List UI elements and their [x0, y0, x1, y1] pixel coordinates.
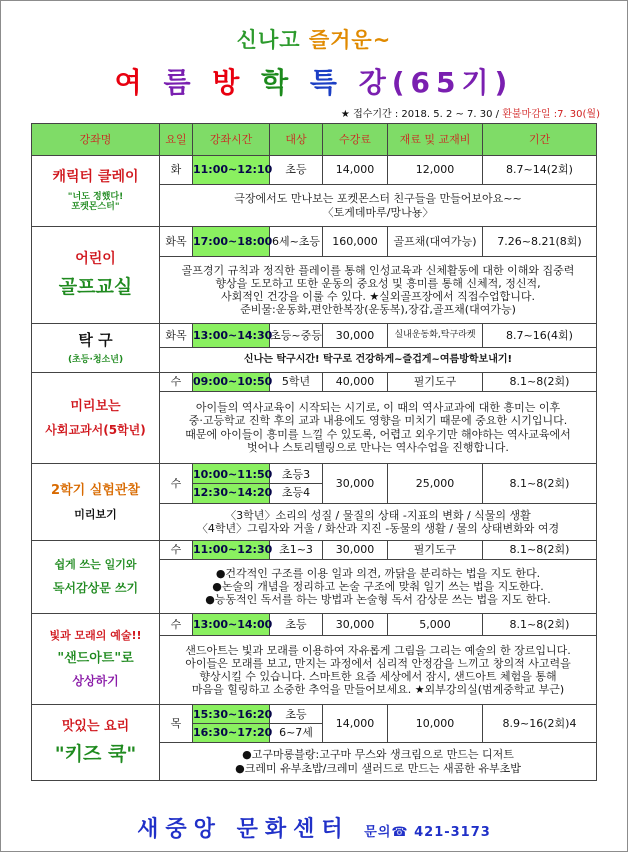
title-char: 특	[309, 66, 343, 99]
course-description: 아이들의 역사교육이 시작되는 시기로, 이 때의 역사교과에 대한 흥미는 이후 중·고등학교 진학 후의 교과 내용에도 영향을 미치기 때문에 중요한 시기입니다. 때문에 아이들이 흥미를 느낄 수 있도록, 어렵고 외우기만 해야하는 역사교육에서 벗어나 스토리텔링으로 만나는 역사수업을 진행합니다.	[160, 392, 597, 464]
table-row	[32, 705, 597, 743]
target-cell: 초등	[270, 614, 323, 636]
day-cell: 화	[160, 156, 193, 185]
table-row	[32, 156, 597, 185]
time-cell: 11:00~12:30	[193, 541, 270, 560]
header-course: 강좌명	[32, 124, 160, 156]
title-part-2: 즐거운~	[308, 28, 392, 52]
course-name: 빛과 모래의 예술!! "샌드아트"로 상상하기	[32, 614, 160, 705]
day-cell: 목	[160, 705, 193, 743]
title-part-1: 신나고	[236, 28, 309, 52]
time-cell: 15:30~16:20 16:30~17:20	[193, 705, 270, 743]
table-row	[32, 464, 597, 504]
day-cell: 수	[160, 614, 193, 636]
header-row	[32, 124, 597, 156]
title-char: 름	[163, 66, 197, 99]
registration-period	[341, 105, 600, 120]
time-cell: 10:00~11:50 12:30~14:20	[193, 464, 270, 504]
period-cell: 8.9~16(2회)4	[483, 705, 597, 743]
fee-cell: 30,000	[323, 464, 388, 504]
target-cell: 초등~중등	[270, 324, 323, 348]
material-cell: 필기도구	[388, 541, 483, 560]
period-cell: 8.7~14(2회)	[483, 156, 597, 185]
period-cell: 8.7~16(4회)	[483, 324, 597, 348]
course-description: 극장에서도 만나보는 포켓몬스터 친구들을 만들어보아요~~ 〈토게데마루/망나뇽〉	[160, 185, 597, 227]
course-name: 어린이 골프교실	[32, 227, 160, 324]
course-description: ●건각적인 구조를 이용 일과 의견, 까닭을 분리하는 법을 지도 한다. ●논술의 개념을 정리하고 논술 구조에 맞춰 일기 쓰는 법을 지도한다. ●능동적인 독서를 하는 방법과 논술형 독서 감상문 쓰는 법을 지도 한다.	[160, 560, 597, 614]
table-row	[32, 541, 597, 560]
day-cell: 화목	[160, 227, 193, 257]
subtitle-line	[0, 24, 628, 54]
header-period: 기간	[483, 124, 597, 156]
title-char: 강(65기)	[358, 66, 514, 99]
material-cell: 5,000	[388, 614, 483, 636]
target-cell: 초1~3	[270, 541, 323, 560]
target-cell: 초등3 초등4	[270, 464, 323, 504]
day-cell: 수	[160, 373, 193, 392]
title-char: 학	[261, 66, 295, 99]
header-target: 대상	[270, 124, 323, 156]
header-fee: 수강료	[323, 124, 388, 156]
course-description: 골프경기 규칙과 정직한 플레이를 통해 인성교육과 신체활동에 대한 이해와 집중력 향상을 도모하고 또한 운동의 중요성 및 흥미를 통해 신체적, 정신적, 사회적인 건강을 이룰 수 있다. ★실외골프장에서 직접수업합니다. 준비물:운동화,편안한복장(운동복),장갑,골프채(대여가능)	[160, 257, 597, 324]
table-row	[32, 227, 597, 257]
day-cell: 수	[160, 464, 193, 504]
target-cell: 초등	[270, 156, 323, 185]
course-name: 미리보는 사회교과서(5학년)	[32, 373, 160, 464]
target-cell: 6세~초등	[270, 227, 323, 257]
header-time: 강좌시간	[193, 124, 270, 156]
course-name: 캐릭터 클레이 "너도 정했다! 포켓몬스터"	[32, 156, 160, 227]
table-row	[32, 614, 597, 636]
material-cell: 12,000	[388, 156, 483, 185]
material-cell: 필기도구	[388, 373, 483, 392]
fee-cell: 30,000	[323, 541, 388, 560]
time-cell: 13:00~14:00	[193, 614, 270, 636]
material-cell: 25,000	[388, 464, 483, 504]
course-description: 〈3학년〉소리의 성질 / 물질의 상태 -지표의 변화 / 식물의 생활 〈4학년〉그림자와 거울 / 화산과 지진 -동물의 생활 / 물의 상태변화와 여경	[160, 504, 597, 541]
day-cell: 수	[160, 541, 193, 560]
course-name: 맛있는 요리 "키즈 쿡"	[32, 705, 160, 781]
time-cell: 13:00~14:30	[193, 324, 270, 348]
course-name: 탁 구 (초등·청소년)	[32, 324, 160, 373]
main-title	[0, 61, 628, 101]
course-description: 샌드아트는 빛과 모래를 이용하여 자유롭게 그림을 그리는 예술의 한 장르입니다. 아이들은 모래를 보고, 만지는 과정에서 심리적 안정감을 느끼고 창의적 사고력을 향상시킬 수 있습니다. 스마트한 요즘 세상에서 잠시, 샌드아트 체험을 통해 마음을 힐링하고 소중한 추억을 만들어보세요. ★외부강의실(범계중학교 부근)	[160, 636, 597, 705]
title-char: 방	[212, 66, 246, 99]
material-cell: 골프채(대여가능)	[388, 227, 483, 257]
phone-number: 문의☎ 421-3173	[364, 825, 491, 840]
time-cell: 09:00~10:50	[193, 373, 270, 392]
fee-cell: 14,000	[323, 156, 388, 185]
time-cell: 11:00~12:10	[193, 156, 270, 185]
course-name: 쉽게 쓰는 일기와 독서감상문 쓰기	[32, 541, 160, 614]
course-name: 2학기 실험관찰 미리보기	[32, 464, 160, 541]
fee-cell: 40,000	[323, 373, 388, 392]
course-description: 신나는 탁구시간! 탁구로 건강하게~즐겁게~여름방학보내기!	[160, 348, 597, 373]
period-cell: 8.1~8(2회)	[483, 541, 597, 560]
header-day: 요일	[160, 124, 193, 156]
period-cell: 8.1~8(2회)	[483, 464, 597, 504]
period-cell: 7.26~8.21(8회)	[483, 227, 597, 257]
material-cell: 실내운동화,탁구라켓	[388, 324, 483, 348]
time-cell: 17:00~18:00	[193, 227, 270, 257]
day-cell: 화목	[160, 324, 193, 348]
period-cell: 8.1~8(2회)	[483, 373, 597, 392]
schedule-table	[31, 123, 597, 781]
fee-cell: 30,000	[323, 614, 388, 636]
fee-cell: 14,000	[323, 705, 388, 743]
table-row	[32, 324, 597, 348]
footer-center-name	[0, 812, 628, 843]
title-char: 여	[114, 66, 148, 99]
course-description: ●고구마롱블랑:고구마 무스와 생크림으로 만드는 디저트 ●크레미 유부초밥/크레미 샐러드로 만드는 새콤한 유부초밥	[160, 743, 597, 781]
refund-deadline: 환불마감일 :7. 30(월)	[499, 109, 600, 120]
fee-cell: 160,000	[323, 227, 388, 257]
header-material: 재료 및 교재비	[388, 124, 483, 156]
target-cell: 5학년	[270, 373, 323, 392]
table-row	[32, 373, 597, 392]
fee-cell: 30,000	[323, 324, 388, 348]
period-cell: 8.1~8(2회)	[483, 614, 597, 636]
material-cell: 10,000	[388, 705, 483, 743]
period-label: ★ 접수기간 : 2018. 5. 2 ~ 7. 30 /	[340, 109, 500, 120]
center-name: 새중앙 문화센터	[137, 817, 350, 842]
target-cell: 초등 6~7세	[270, 705, 323, 743]
